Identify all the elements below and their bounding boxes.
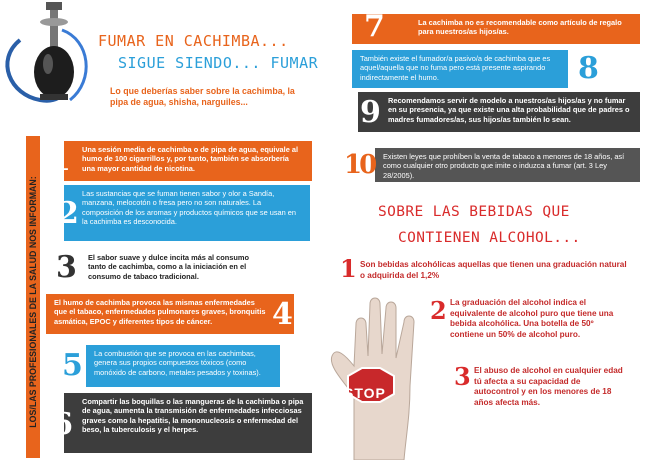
hookah-illustration [0,0,100,118]
right-item-10-text: Existen leyes que prohíben la venta de tabaco a menores de 18 años, así como cualquier otro producto que imite o induzca a fumar (art. 3 Ley 28/2005). [383,152,625,180]
left-item-4 [46,294,294,334]
right-item-8-number: 8 [578,51,599,86]
right-item-9 [358,92,640,132]
right-item-9-text: Recomendamos servir de modelo a nuestros/as hijos/as y no fumar en su presencia, ya que existe una alta probabilidad que de padres o madres fumadores/as, sus hijos/as también lo sean. [388,96,630,124]
page-subtitle-title: SIGUE SIENDO... FUMAR [118,54,319,72]
right-item-7-number: 7 [364,9,385,44]
left-item-4-number: 4 [272,297,293,332]
left-item-2 [64,185,310,241]
right-item-8-text: También existe el fumador/a pasivo/a de cachimba que es aquel/aquella que no fuma pero está presente aspirando indirectamente el humo. [360,54,551,82]
left-item-5-number: 5 [62,348,83,383]
side-label: LOS/LAS PROFESIONALES DE LA SALUD NOS INFORMAN: [28,176,38,428]
left-item-6-text: Compartir las boquillas o las mangueras de la cachimba o pipa de agua, aumenta la transmisión de enfermedades infecciosas graves como la hepatitis, la mononucleosis o enfermedad del beso, la tuberculosis y el herpes. [82,397,304,435]
left-item-6 [64,393,312,453]
left-item-5 [86,345,280,387]
left-item-3-text: El sabor suave y dulce incita más al consumo tanto de cachimba, como a la iniciación en el consumo de tabaco tradicional. [88,253,250,281]
alcohol-heading-line2: CONTIENEN ALCOHOL... [398,230,581,246]
right-item-10 [375,148,640,182]
left-item-2-number: 2 [58,196,79,231]
left-item-6-number: 6 [52,407,73,442]
right-item-7 [352,9,640,44]
right-item-7-text: La cachimba no es recomendable como artículo de regalo para nuestros/as hijos/as. [418,18,622,37]
left-item-2-text: Las sustancias que se fuman tienen sabor y olor a Sandía, manzana, melocotón o fresa pero no son naturales. La composición de los aromas y productos químicos que se usan en la cachimba es desconocida. [82,189,297,227]
left-item-3 [80,249,274,293]
page-title: FUMAR EN CACHIMBA... [98,32,289,50]
alcohol-item-2-number: 2 [430,296,447,325]
alcohol-item-3-number: 3 [454,362,471,391]
right-item-8 [352,50,568,88]
page-intro: Lo que deberías saber sobre la cachimba, la pipa de agua, shisha, narguiles... [110,86,295,107]
left-item-3-number: 3 [56,250,77,285]
right-item-10-number: 10 [344,150,375,180]
alcohol-item-1-number: 1 [340,254,357,283]
alcohol-item-3-text: El abuso de alcohol en cualquier edad tú afecta a su capacidad de autocontrol y en los menores de 18 años afecta más. [474,366,623,407]
stop-sign-label: STOP [344,385,386,401]
alcohol-item-1-text: Son bebidas alcohólicas aquellas que tienen una graduación natural o adquirida del 1,2% [360,260,627,280]
left-item-1 [64,141,312,181]
left-item-4-text: El humo de cachimba provoca las mismas enfermedades que el tabaco, enfermedades pulmonares graves, bronquitis asmática, EPOC y diferentes tipos de cáncer. [54,298,266,326]
left-item-5-text: La combustión que se provoca en las cachimbas, genera sus propios compuestos tóxicos (como monóxido de carbono, metales pesados y toxinas). [94,349,261,377]
right-item-9-number: 9 [360,95,381,130]
alcohol-heading-line1: SOBRE LAS BEBIDAS QUE [378,204,570,220]
alcohol-item-2-text: La graduación del alcohol indica el equivalente de alcohol puro que tiene una bebida alcohólica. Una botella de 50º contiene un 50% de alcohol puro. [450,298,614,339]
left-item-1-text: Una sesión media de cachimba o de pipa de agua, equivale al humo de 100 cigarrillos y, por tanto, también se absorbería una mayor cantidad de nicotina. [82,145,299,173]
left-item-1-number: 1 [50,143,71,178]
